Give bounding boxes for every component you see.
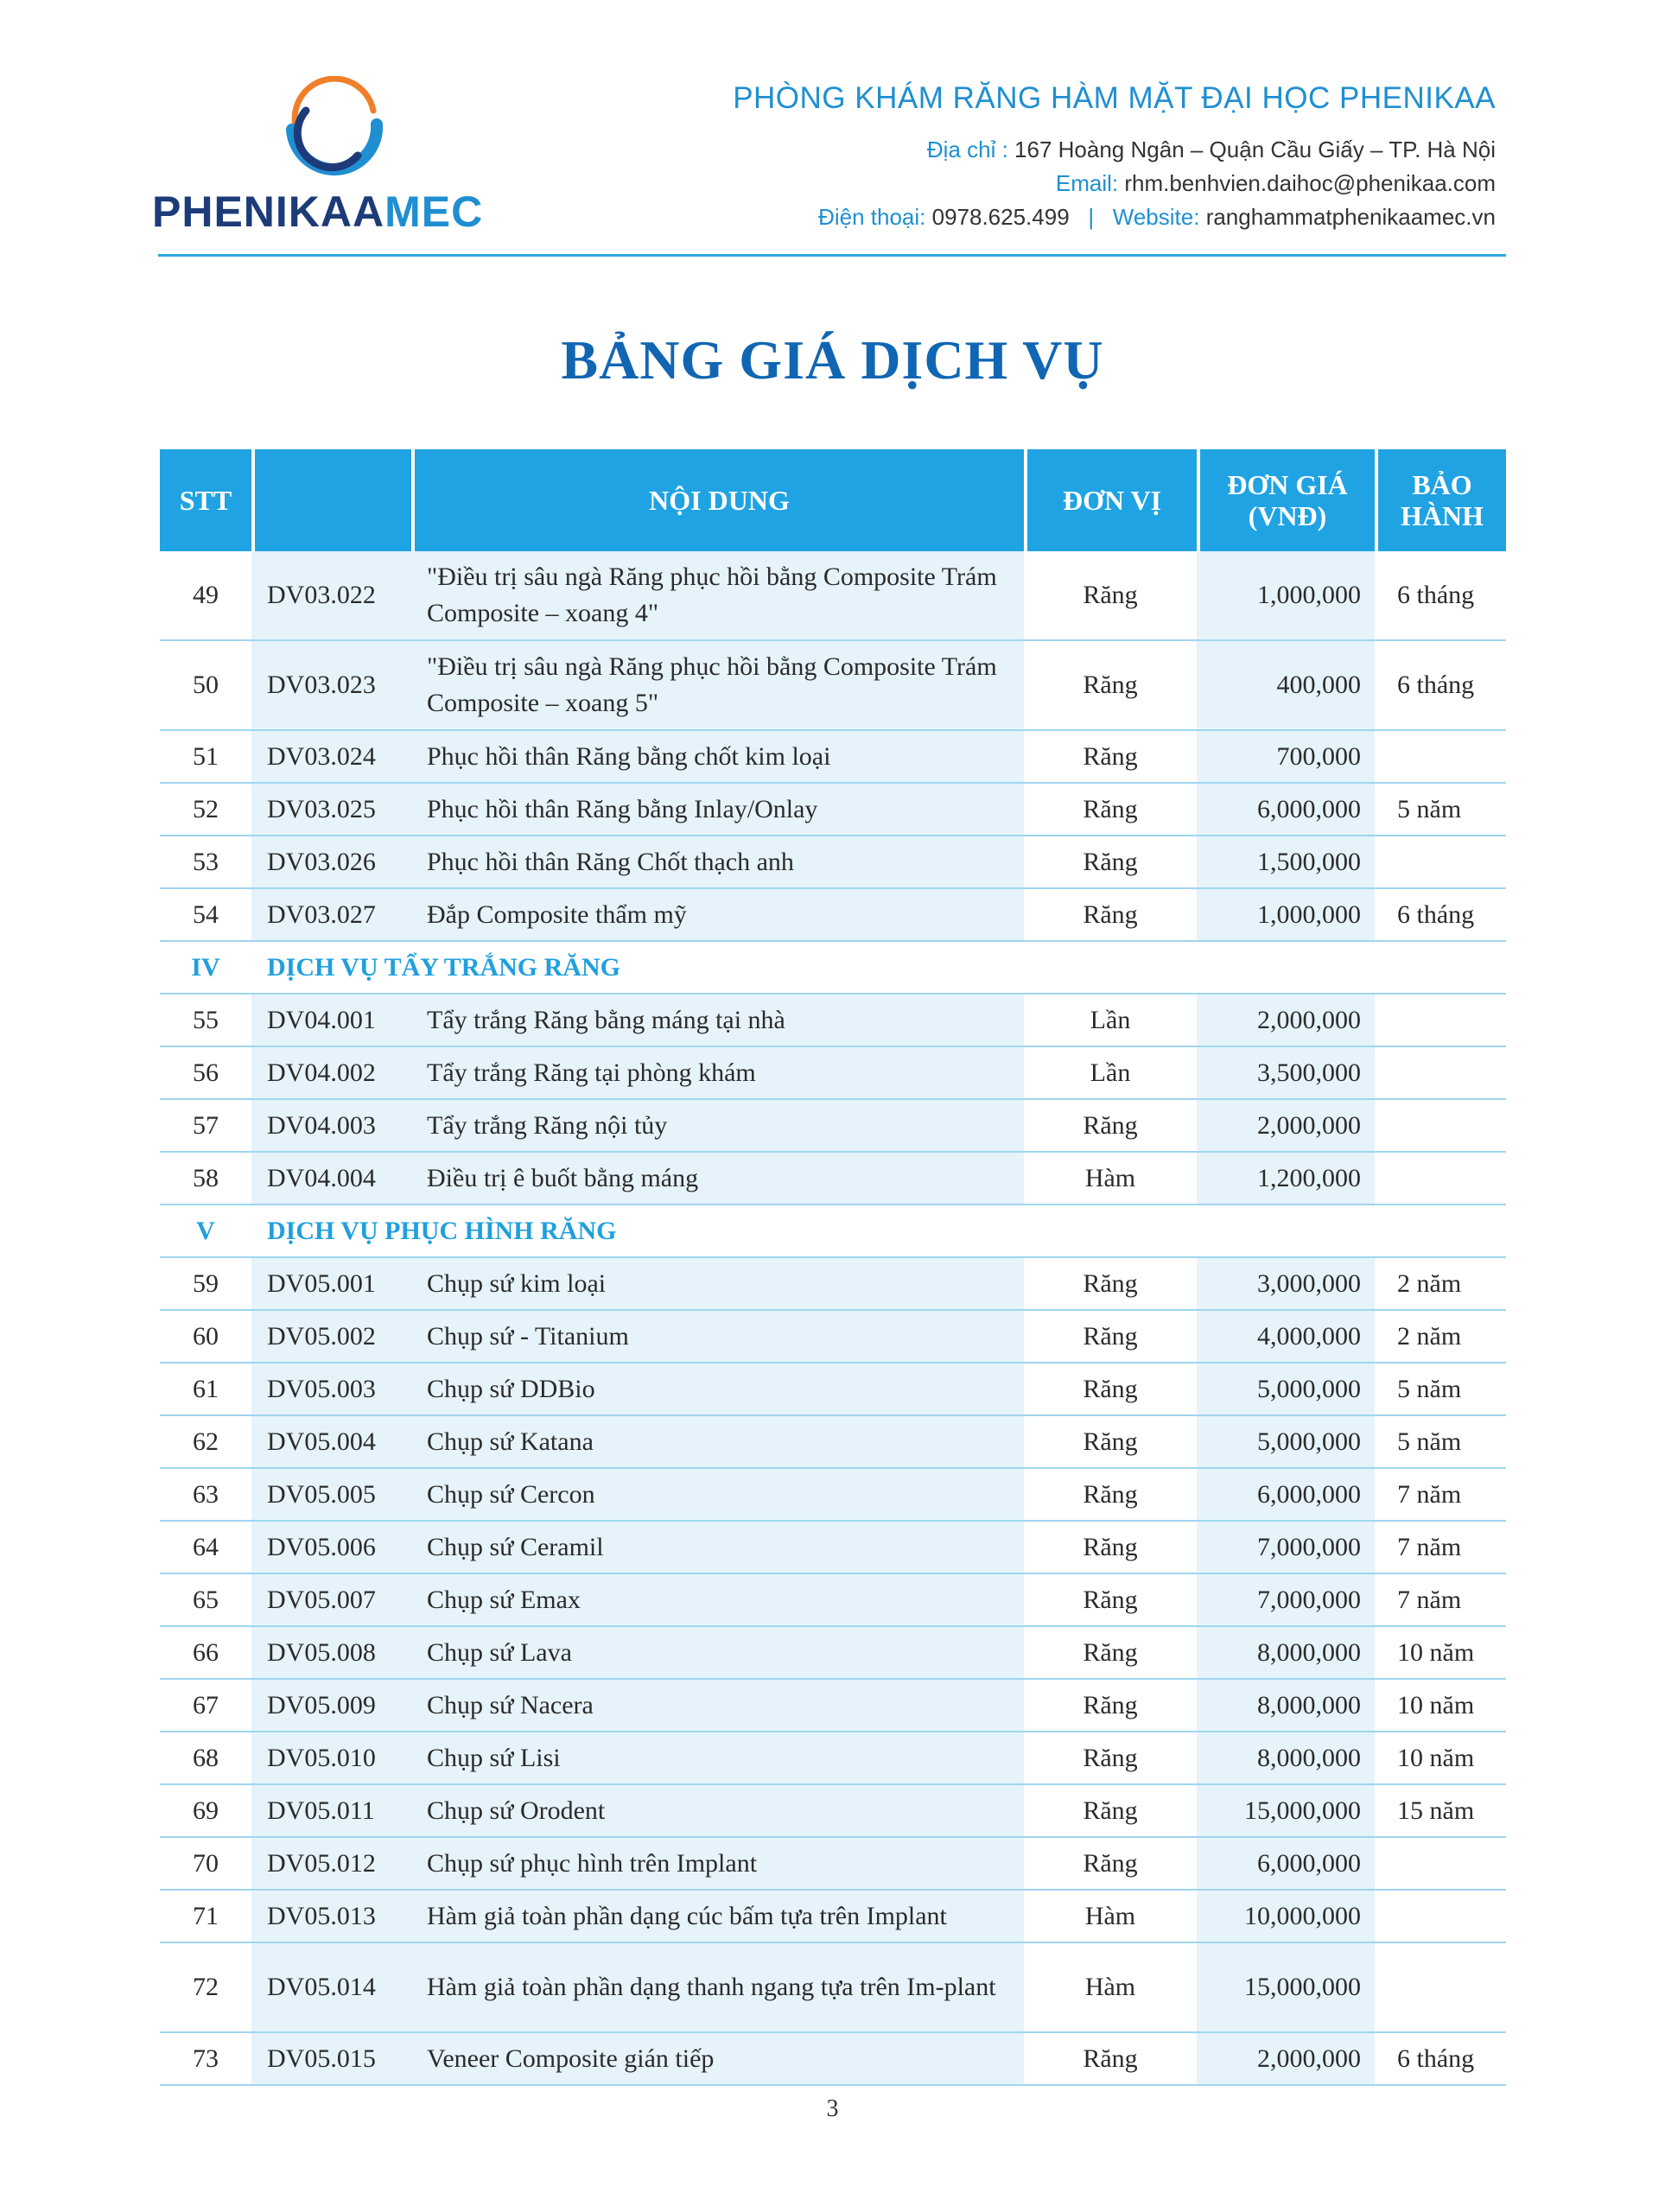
cell-warranty: 10 năm (1397, 1743, 1475, 1772)
cell-code: DV03.025 (251, 784, 411, 835)
cell-unit: Răng (1083, 1268, 1138, 1298)
table-row (160, 1574, 1506, 1627)
cell-stt: 53 (193, 847, 219, 876)
cell-warranty: 6 tháng (1397, 581, 1475, 609)
cell-stt: 64 (193, 1532, 219, 1561)
section-title: DỊCH VỤ PHỤC HÌNH RĂNG (267, 1216, 617, 1245)
cell-warranty: 7 năm (1397, 1532, 1462, 1561)
table-row (160, 1047, 1506, 1100)
table-row (160, 1522, 1506, 1574)
cell-code: DV05.011 (251, 1785, 411, 1836)
table-row (160, 1363, 1506, 1416)
cell-unit: Răng (1083, 1479, 1138, 1509)
cell-warranty: 6 tháng (1397, 671, 1475, 699)
header-price: ĐƠN GIÁ (VNĐ) (1197, 449, 1375, 551)
cell-unit: Răng (1083, 1532, 1138, 1561)
cell-content: Chụp sứ DDBio (411, 1363, 1024, 1414)
cell-content: "Điều trị sâu ngà Răng phục hồi bằng Composite Trám Composite – xoang 5" (411, 641, 1024, 729)
cell-unit: Răng (1083, 1637, 1138, 1667)
cell-content: Tẩy trắng Răng tại phòng khám (411, 1047, 1024, 1098)
cell-price: 1,500,000 (1197, 836, 1375, 887)
cell-warranty: 7 năm (1397, 1479, 1462, 1509)
logo-wordmark: PHENIKAAMEC (152, 188, 484, 236)
cell-stt: 56 (193, 1058, 219, 1087)
cell-content: Điều trị ê buốt bằng máng (411, 1153, 1024, 1204)
cell-stt: 58 (193, 1163, 219, 1192)
cell-stt: 62 (193, 1427, 219, 1456)
table-row (160, 731, 1506, 784)
cell-code: DV03.027 (251, 889, 411, 940)
cell-stt: 49 (193, 581, 219, 609)
cell-warranty (1375, 1943, 1506, 2031)
cell-code: DV05.015 (251, 2033, 411, 2084)
cell-stt: 55 (193, 1005, 219, 1034)
cell-unit: Răng (1083, 847, 1138, 876)
header-warranty: BẢO HÀNH (1375, 449, 1506, 551)
cell-price: 5,000,000 (1197, 1416, 1375, 1467)
cell-content: Chụp sứ Katana (411, 1416, 1024, 1467)
cell-price: 2,000,000 (1197, 995, 1375, 1046)
table-row (160, 995, 1506, 1047)
cell-stt: 51 (193, 741, 219, 771)
cell-code: DV05.004 (251, 1416, 411, 1467)
table-row (160, 1891, 1506, 1943)
cell-content: Chụp sứ phục hình trên Implant (411, 1838, 1024, 1889)
cell-warranty (1375, 1100, 1506, 1151)
cell-price: 8,000,000 (1197, 1627, 1375, 1678)
cell-stt: 70 (193, 1848, 219, 1878)
cell-content: Chụp sứ Lava (411, 1627, 1024, 1678)
cell-price: 10,000,000 (1197, 1891, 1375, 1942)
cell-content: Chụp sứ - Titanium (411, 1311, 1024, 1362)
cell-unit: Răng (1083, 899, 1138, 929)
cell-code: DV05.002 (251, 1311, 411, 1362)
table-row (160, 1416, 1506, 1469)
cell-code: DV03.024 (251, 731, 411, 782)
cell-content: Chụp sứ Orodent (411, 1785, 1024, 1836)
cell-price: 8,000,000 (1197, 1732, 1375, 1783)
cell-content: Chụp sứ Cercon (411, 1469, 1024, 1520)
cell-stt: 61 (193, 1374, 219, 1403)
cell-stt: 52 (193, 794, 219, 823)
cell-unit: Răng (1083, 794, 1138, 823)
cell-code: DV04.003 (251, 1100, 411, 1151)
cell-code: DV05.009 (251, 1680, 411, 1731)
cell-warranty (1375, 1153, 1506, 1204)
cell-unit: Răng (1083, 1374, 1138, 1403)
header-divider (158, 254, 1506, 257)
cell-stt: 63 (193, 1479, 219, 1509)
table-row (160, 889, 1506, 942)
table-row (160, 1680, 1506, 1732)
cell-code: DV05.010 (251, 1732, 411, 1783)
cell-unit: Hàm (1084, 1973, 1136, 2001)
cell-unit: Răng (1083, 1110, 1138, 1140)
table-row (160, 1153, 1506, 1205)
cell-price: 6,000,000 (1197, 1469, 1375, 1520)
table-row (160, 641, 1506, 731)
cell-unit: Răng (1083, 671, 1138, 699)
cell-price: 15,000,000 (1197, 1785, 1375, 1836)
cell-price: 4,000,000 (1197, 1311, 1375, 1362)
cell-code: DV05.012 (251, 1838, 411, 1889)
cell-code: DV03.023 (251, 641, 411, 729)
cell-unit: Răng (1083, 1321, 1138, 1351)
table-row (160, 1943, 1506, 2033)
cell-price: 700,000 (1197, 731, 1375, 782)
cell-price: 15,000,000 (1197, 1943, 1375, 2031)
cell-stt: 65 (193, 1585, 219, 1614)
cell-warranty (1375, 1838, 1506, 1889)
cell-price: 3,000,000 (1197, 1258, 1375, 1309)
table-row (160, 836, 1506, 889)
cell-price: 2,000,000 (1197, 1100, 1375, 1151)
cell-price: 7,000,000 (1197, 1522, 1375, 1573)
section-row (160, 1205, 1506, 1258)
cell-stt: 50 (193, 671, 219, 699)
page-title: BẢNG GIÁ DỊCH VỤ (561, 329, 1104, 391)
cell-warranty: 2 năm (1397, 1321, 1462, 1351)
cell-warranty (1375, 1891, 1506, 1942)
cell-warranty: 15 năm (1397, 1796, 1475, 1825)
table-row (160, 1785, 1506, 1838)
cell-warranty (1375, 836, 1506, 887)
cell-code: DV05.006 (251, 1522, 411, 1573)
header-stt: STT (179, 485, 232, 516)
logo-ring-icon (280, 76, 389, 180)
cell-content: Hàm giả toàn phần dạng thanh ngang tựa trên Im-plant (411, 1943, 1024, 2031)
table-row (160, 1732, 1506, 1785)
cell-code: DV05.003 (251, 1363, 411, 1414)
cell-warranty (1375, 731, 1506, 782)
cell-unit: Lần (1090, 1005, 1131, 1034)
cell-warranty (1375, 1047, 1506, 1098)
table-row (160, 551, 1506, 641)
cell-content: Chụp sứ kim loại (411, 1258, 1024, 1309)
cell-stt: 57 (193, 1110, 219, 1140)
header-content: NỘI DUNG (411, 449, 1024, 551)
table-row (160, 1838, 1506, 1891)
cell-stt: 69 (193, 1796, 219, 1825)
table-row (160, 1258, 1506, 1311)
cell-warranty: 2 năm (1397, 1268, 1462, 1298)
table-row (160, 1311, 1506, 1363)
cell-price: 6,000,000 (1197, 1838, 1375, 1889)
cell-unit: Răng (1083, 1427, 1138, 1456)
clinic-logo (152, 76, 515, 240)
cell-content: Đắp Composite thẩm mỹ (411, 889, 1024, 940)
cell-content: Tẩy trắng Răng nội tủy (411, 1100, 1024, 1151)
page-number: 3 (826, 2095, 839, 2122)
cell-price: 3,500,000 (1197, 1047, 1375, 1098)
clinic-email: Email: rhm.benhvien.daihoc@phenikaa.com (1055, 170, 1496, 196)
cell-content: Phục hồi thân Răng bằng Inlay/Onlay (411, 784, 1024, 835)
cell-stt: 54 (193, 899, 219, 929)
cell-warranty: 6 tháng (1397, 2044, 1475, 2073)
header-unit: ĐƠN VỊ (1024, 449, 1197, 551)
cell-stt: 59 (193, 1268, 219, 1298)
cell-stt: 66 (193, 1637, 219, 1667)
clinic-address: Địa chỉ : 167 Hoàng Ngân – Quận Cầu Giấy – TP. Hà Nội (926, 137, 1496, 162)
cell-content: Tẩy trắng Răng bằng máng tại nhà (411, 995, 1024, 1046)
cell-stt: 68 (193, 1743, 219, 1772)
cell-price: 5,000,000 (1197, 1363, 1375, 1414)
cell-code: DV03.022 (251, 551, 411, 639)
cell-code: DV04.004 (251, 1153, 411, 1204)
cell-stt: 67 (193, 1690, 219, 1719)
cell-warranty: 5 năm (1397, 1427, 1462, 1456)
cell-unit: Hàm (1084, 1163, 1136, 1192)
cell-unit: Hàm (1084, 1901, 1136, 1930)
cell-content: Chụp sứ Lisi (411, 1732, 1024, 1783)
cell-code: DV05.013 (251, 1891, 411, 1942)
cell-price: 7,000,000 (1197, 1574, 1375, 1625)
cell-unit: Răng (1083, 1690, 1138, 1719)
section-number: IV (191, 952, 220, 982)
cell-unit: Răng (1083, 581, 1138, 609)
cell-code: DV03.026 (251, 836, 411, 887)
cell-warranty: 5 năm (1397, 1374, 1462, 1403)
cell-code: DV04.001 (251, 995, 411, 1046)
cell-price: 8,000,000 (1197, 1680, 1375, 1731)
cell-unit: Răng (1083, 1848, 1138, 1878)
cell-unit: Răng (1083, 2044, 1138, 2073)
cell-warranty (1375, 995, 1506, 1046)
table-header-row (160, 449, 1506, 551)
price-table (160, 449, 1506, 2086)
cell-unit: Răng (1083, 1796, 1138, 1825)
cell-code: DV05.008 (251, 1627, 411, 1678)
cell-unit: Lần (1090, 1058, 1131, 1087)
cell-stt: 73 (193, 2044, 219, 2073)
cell-code: DV05.014 (251, 1943, 411, 2031)
cell-warranty: 5 năm (1397, 794, 1462, 823)
cell-stt: 72 (193, 1973, 219, 2001)
cell-content: Phục hồi thân Răng bằng chốt kim loại (411, 731, 1024, 782)
cell-price: 2,000,000 (1197, 2033, 1375, 2084)
cell-content: Chụp sứ Nacera (411, 1680, 1024, 1731)
cell-content: Phục hồi thân Răng Chốt thạch anh (411, 836, 1024, 887)
cell-code: DV05.001 (251, 1258, 411, 1309)
section-title: DỊCH VỤ TẨY TRẮNG RĂNG (267, 952, 620, 982)
cell-code: DV04.002 (251, 1047, 411, 1098)
clinic-name: PHÒNG KHÁM RĂNG HÀM MẶT ĐẠI HỌC PHENIKAA (733, 81, 1496, 115)
cell-price: 1,000,000 (1197, 889, 1375, 940)
cell-warranty: 6 tháng (1397, 899, 1475, 929)
cell-content: Hàm giả toàn phần dạng cúc bấm tựa trên Implant (411, 1891, 1024, 1942)
cell-unit: Răng (1083, 741, 1138, 771)
cell-price: 1,200,000 (1197, 1153, 1375, 1204)
clinic-contact: Điện thoại: 0978.625.499 | Website: ranghammatphenikaamec.vn (818, 204, 1496, 230)
table-row (160, 2033, 1506, 2086)
cell-warranty: 10 năm (1397, 1690, 1475, 1719)
cell-stt: 60 (193, 1321, 219, 1351)
cell-code: DV05.007 (251, 1574, 411, 1625)
cell-content: Chụp sứ Emax (411, 1574, 1024, 1625)
cell-code: DV05.005 (251, 1469, 411, 1520)
table-row (160, 1469, 1506, 1522)
cell-content: "Điều trị sâu ngà Răng phục hồi bằng Composite Trám Composite – xoang 4" (411, 551, 1024, 639)
table-row (160, 1627, 1506, 1680)
cell-warranty: 10 năm (1397, 1637, 1475, 1667)
table-row (160, 1100, 1506, 1153)
cell-price: 1,000,000 (1197, 551, 1375, 639)
cell-content: Chụp sứ Ceramil (411, 1522, 1024, 1573)
cell-content: Veneer Composite gián tiếp (411, 2033, 1024, 2084)
section-number: V (196, 1216, 215, 1245)
cell-unit: Răng (1083, 1743, 1138, 1772)
section-row (160, 942, 1506, 995)
cell-unit: Răng (1083, 1585, 1138, 1614)
cell-stt: 71 (193, 1901, 219, 1930)
cell-warranty: 7 năm (1397, 1585, 1462, 1614)
cell-price: 6,000,000 (1197, 784, 1375, 835)
header-code (251, 449, 411, 551)
cell-price: 400,000 (1197, 641, 1375, 729)
table-row (160, 784, 1506, 836)
